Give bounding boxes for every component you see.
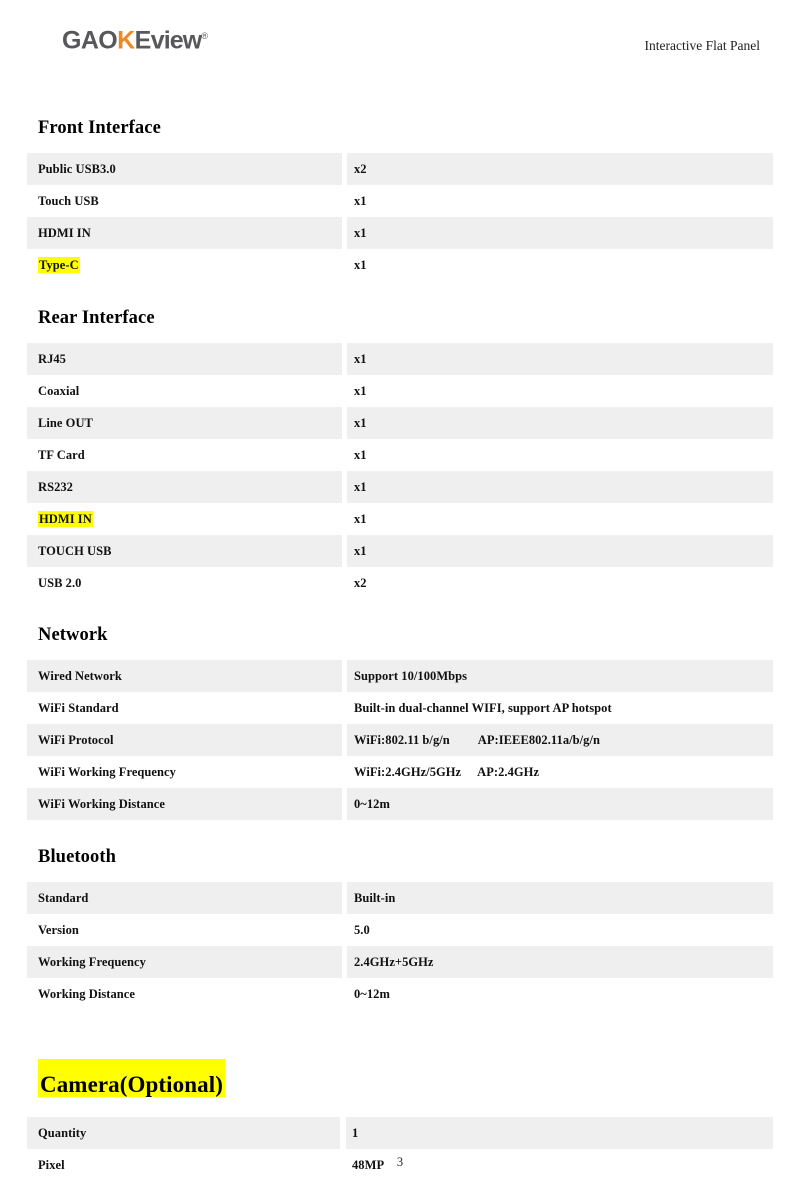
table-row bbox=[27, 439, 773, 471]
page-number: 3 bbox=[396, 1155, 404, 1169]
title-table-gap bbox=[0, 870, 800, 882]
sections-host bbox=[0, 95, 800, 1181]
table-row bbox=[27, 471, 773, 503]
section-title-text: Front Interface bbox=[38, 118, 161, 138]
spec-label-cell bbox=[27, 153, 345, 185]
spec-value-cell bbox=[345, 185, 774, 217]
section-spacer bbox=[0, 281, 800, 305]
spec-label-cell bbox=[27, 407, 345, 439]
spec-label-cell bbox=[27, 978, 345, 1010]
spec-value-text: x2 bbox=[354, 161, 367, 176]
spec-value-text: 0~12m bbox=[354, 796, 390, 811]
spec-value-cell bbox=[345, 217, 774, 249]
spec-value-cell bbox=[345, 882, 774, 914]
section-title-network bbox=[0, 622, 800, 648]
spec-value-cell bbox=[345, 153, 774, 185]
table-row bbox=[27, 567, 773, 599]
spec-table-bluetooth bbox=[27, 882, 773, 1010]
table-row bbox=[27, 535, 773, 567]
spec-value-text: x1 bbox=[354, 225, 367, 240]
section-front-interface bbox=[0, 95, 800, 281]
spec-value-cell bbox=[345, 567, 774, 599]
spec-label-text: Standard bbox=[38, 890, 89, 905]
spec-table-rear-interface bbox=[27, 343, 773, 599]
spec-value-cell bbox=[343, 1117, 773, 1149]
table-row bbox=[27, 978, 773, 1010]
table-row bbox=[27, 249, 773, 281]
section-title-front-interface bbox=[0, 115, 800, 141]
spec-label-text: Wired Network bbox=[38, 668, 122, 683]
spec-value-text: 1 bbox=[352, 1125, 359, 1140]
spec-value-text: x1 bbox=[354, 447, 367, 462]
spec-label-cell bbox=[27, 343, 345, 375]
spec-label-cell bbox=[27, 660, 345, 692]
table-row bbox=[27, 217, 773, 249]
spec-label-text: Pixel bbox=[38, 1157, 65, 1172]
spec-label-cell bbox=[27, 692, 345, 724]
spec-value-cell bbox=[345, 914, 774, 946]
section-title-camera bbox=[0, 1065, 800, 1105]
section-title-text: Bluetooth bbox=[38, 847, 116, 867]
spec-value-text: 5.0 bbox=[354, 922, 370, 937]
table-row bbox=[27, 153, 773, 185]
table-row bbox=[27, 724, 773, 756]
spec-value-text: WiFi:2.4GHz/5GHz bbox=[354, 764, 462, 779]
section-title-text: Rear Interface bbox=[38, 308, 155, 328]
spec-value-cell bbox=[345, 471, 774, 503]
logo-text-gaoke-suffix: E bbox=[134, 26, 151, 55]
spec-label-cell bbox=[27, 217, 345, 249]
table-row bbox=[27, 946, 773, 978]
spec-value-text-secondary: AP:2.4GHz bbox=[477, 764, 540, 779]
spec-label-cell bbox=[27, 788, 345, 820]
spec-label-text: Line OUT bbox=[38, 415, 93, 430]
spec-value-text: Built-in bbox=[354, 890, 396, 905]
spec-value-text: x1 bbox=[354, 511, 367, 526]
title-table-gap bbox=[0, 331, 800, 343]
section-spacer bbox=[0, 1010, 800, 1065]
logo-text-view: view bbox=[150, 26, 202, 55]
spec-label-cell bbox=[27, 375, 345, 407]
spec-value-cell bbox=[345, 724, 774, 756]
spec-value-text: x1 bbox=[354, 479, 367, 494]
spec-label-cell bbox=[27, 503, 345, 535]
logo-text-accent-letter: K bbox=[117, 26, 135, 55]
spec-label-cell bbox=[27, 756, 345, 788]
section-title-bluetooth bbox=[0, 844, 800, 870]
table-row bbox=[27, 343, 773, 375]
spec-label-text: Type-C bbox=[39, 257, 79, 272]
spec-value-cell bbox=[345, 946, 774, 978]
spec-label-cell bbox=[27, 1117, 343, 1149]
spec-value-cell bbox=[345, 692, 774, 724]
spec-value-text: 0~12m bbox=[354, 986, 390, 1001]
spec-value-cell bbox=[345, 978, 774, 1010]
spec-value-cell bbox=[345, 407, 774, 439]
spec-label-text: RS232 bbox=[38, 479, 73, 494]
spec-label-text: Working Distance bbox=[38, 986, 135, 1001]
spec-label-cell bbox=[27, 535, 345, 567]
section-spacer bbox=[0, 95, 800, 115]
spec-table-camera bbox=[27, 1117, 773, 1181]
spec-label-text: WiFi Standard bbox=[38, 700, 119, 715]
spec-value-text: WiFi:802.11 b/g/n bbox=[354, 732, 450, 747]
spec-label-cell bbox=[27, 724, 345, 756]
spec-value-text: 48MP bbox=[352, 1157, 385, 1172]
spec-label-text: TOUCH USB bbox=[38, 543, 112, 558]
table-row bbox=[27, 882, 773, 914]
spec-label-text: HDMI IN bbox=[38, 225, 91, 240]
spec-label-text: Touch USB bbox=[38, 193, 99, 208]
title-table-gap bbox=[0, 1105, 800, 1117]
brand-logo bbox=[62, 22, 208, 54]
spec-value-text: Built-in dual-channel WIFI, support AP hotspot bbox=[354, 700, 612, 715]
spec-label-cell bbox=[27, 567, 345, 599]
section-bluetooth bbox=[0, 820, 800, 1010]
spec-label-text: WiFi Protocol bbox=[38, 732, 114, 747]
section-network bbox=[0, 599, 800, 820]
spec-value-cell bbox=[345, 439, 774, 471]
spec-label-cell bbox=[27, 249, 345, 281]
spec-value-text: x1 bbox=[354, 193, 367, 208]
spec-value-text-secondary: AP:IEEE802.11a/b/g/n bbox=[477, 732, 600, 747]
spec-label-text: Coaxial bbox=[38, 383, 80, 398]
table-row bbox=[27, 692, 773, 724]
spec-label-text: Version bbox=[38, 922, 79, 937]
spec-label-text: WiFi Working Frequency bbox=[38, 764, 176, 779]
spec-value-text: x1 bbox=[354, 415, 367, 430]
spec-label-text: Public USB3.0 bbox=[38, 161, 116, 176]
spec-value-text: x1 bbox=[354, 351, 367, 366]
spec-label-text: Working Frequency bbox=[38, 954, 146, 969]
spec-label-cell bbox=[27, 185, 345, 217]
spec-value-cell bbox=[345, 535, 774, 567]
section-spacer bbox=[0, 599, 800, 622]
table-row bbox=[27, 756, 773, 788]
spec-label-text: HDMI IN bbox=[39, 511, 92, 526]
document-kicker: Interactive Flat Panel bbox=[644, 38, 760, 53]
spec-table-front-interface bbox=[27, 153, 773, 281]
table-row bbox=[27, 788, 773, 820]
spec-value-text: 2.4GHz+5GHz bbox=[354, 954, 434, 969]
spec-value-cell bbox=[345, 660, 774, 692]
spec-table-network bbox=[27, 660, 773, 820]
table-row bbox=[27, 185, 773, 217]
section-title-rear-interface bbox=[0, 305, 800, 331]
registered-trademark-icon: ® bbox=[201, 31, 208, 41]
spec-label-text: USB 2.0 bbox=[38, 575, 82, 590]
table-row bbox=[27, 914, 773, 946]
title-table-gap bbox=[0, 141, 800, 153]
spec-value-cell bbox=[345, 756, 774, 788]
spec-label-cell bbox=[27, 471, 345, 503]
spec-value-cell bbox=[345, 375, 774, 407]
section-title-text: Camera(Optional) bbox=[40, 1072, 224, 1097]
table-row bbox=[27, 660, 773, 692]
spec-label-cell bbox=[27, 882, 345, 914]
logo-text-gaoke-prefix: GAO bbox=[62, 26, 118, 55]
table-row bbox=[27, 1117, 773, 1149]
spec-label-text: Quantity bbox=[38, 1125, 87, 1140]
section-spacer bbox=[0, 820, 800, 844]
table-row bbox=[27, 375, 773, 407]
spec-value-text: Support 10/100Mbps bbox=[354, 668, 468, 683]
section-rear-interface bbox=[0, 281, 800, 599]
title-table-gap bbox=[0, 648, 800, 660]
spec-label-text: RJ45 bbox=[38, 351, 66, 366]
spec-value-text: x1 bbox=[354, 257, 367, 272]
spec-value-cell bbox=[345, 343, 774, 375]
spec-value-text: x1 bbox=[354, 543, 367, 558]
spec-value-cell bbox=[345, 249, 774, 281]
page-header bbox=[0, 0, 800, 95]
spec-label-cell bbox=[27, 946, 345, 978]
spec-label-cell bbox=[27, 914, 345, 946]
spec-label-text: WiFi Working Distance bbox=[38, 796, 165, 811]
spec-value-text: x1 bbox=[354, 383, 367, 398]
spec-value-text: x2 bbox=[354, 575, 367, 590]
table-row bbox=[27, 407, 773, 439]
spec-value-cell bbox=[345, 788, 774, 820]
document-content bbox=[0, 95, 800, 1181]
section-title-text: Network bbox=[38, 625, 108, 645]
spec-label-cell bbox=[27, 439, 345, 471]
table-row bbox=[27, 503, 773, 535]
spec-value-cell bbox=[345, 503, 774, 535]
spec-label-text: TF Card bbox=[38, 447, 85, 462]
